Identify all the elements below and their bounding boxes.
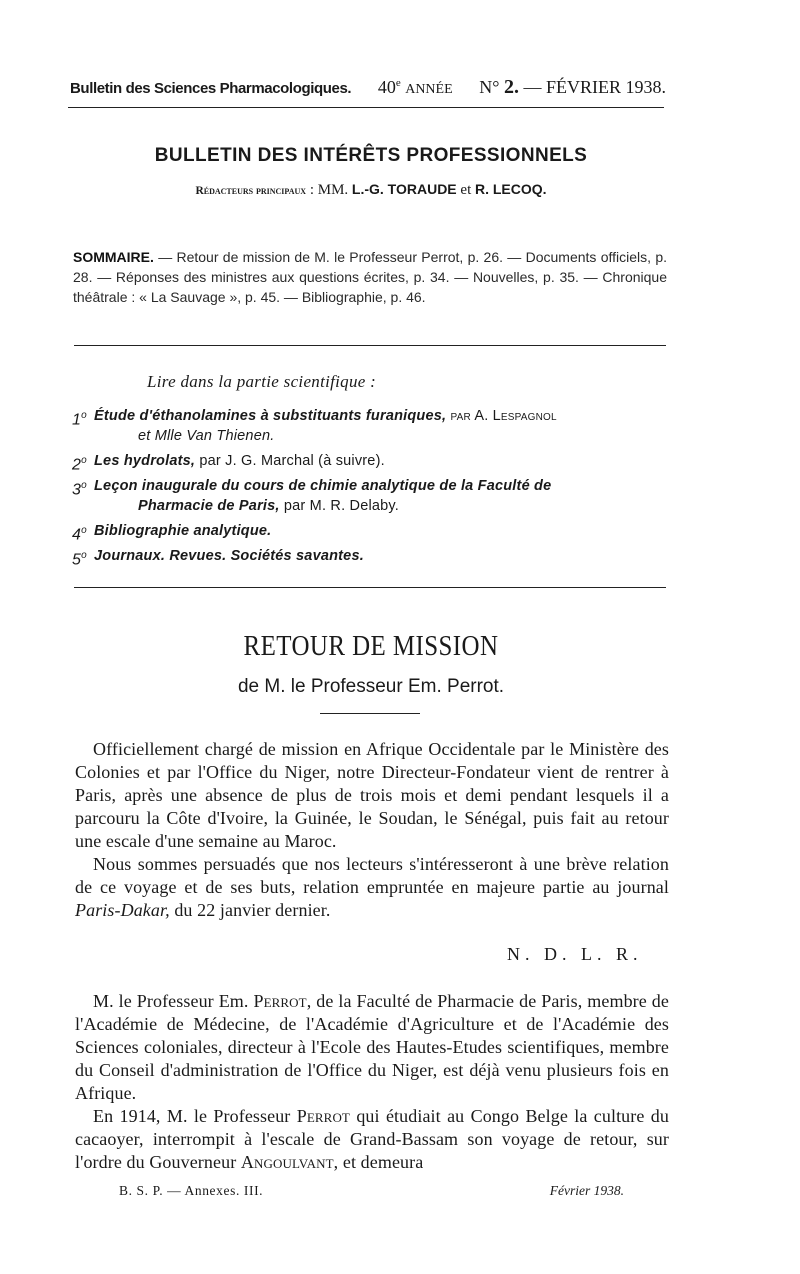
list-item: 1$^o$ Étude d'éthanolamines à substituants furaniques, par A. Lespagnol et Mlle Van Thienen. bbox=[72, 408, 557, 444]
list-item: 2$^o$ Les hydrolats, par J. G. Marchal (à suivre). bbox=[72, 453, 385, 474]
editors-line: Rédacteurs principaux : MM. L.-G. TORAUDE et R. LECOQ. bbox=[195, 181, 547, 198]
sommaire-text: — Retour de mission de M. le Professeur Perrot, p. 26. — Documents officiels, p. 28. — Réponses des ministres aux questions écrites, p. 34. — Nouvelles, p. 35. — Chronique théâtrale : « La Sauvage », p. 45. — Bibliographie, p. 46. bbox=[73, 249, 667, 305]
list-item: 4$^o$ Bibliographie analytique. bbox=[72, 523, 272, 544]
bulletin-title: BULLETIN DES INTÉRÊTS PROFESSIONNELS bbox=[154, 145, 588, 166]
list-item: 3$^o$ Leçon inaugurale du cours de chimie analytique de la Faculté de Pharmacie de Paris, par M. R. Delaby. bbox=[72, 478, 552, 514]
scientific-items bbox=[72, 406, 669, 571]
sommaire-label: SOMMAIRE. bbox=[73, 249, 154, 265]
article-body bbox=[75, 990, 669, 1174]
paragraph: Officiellement chargé de mission en Afrique Occidentale par le Ministère des Colonies et par l'Office du Niger, notre Directeur-Fondateur vient de rentrer à Paris, après une absence de plus de trois mois et demi pendant lesquels il a parcouru la Côte d'Ivoire, la Guinée, le Soudan, le Sénégal, puis fait au retour une escale d'une semaine au Maroc. bbox=[75, 739, 669, 851]
list-item: 5$^o$ Journaux. Revues. Sociétés savantes. bbox=[72, 548, 364, 569]
contents-rule bbox=[74, 587, 666, 588]
page-footer bbox=[119, 1183, 624, 1199]
paragraph: En 1914, M. le Professeur Perrot qui étudiait au Congo Belge la culture du cacaoyer, interrompit à l'escale de Grand-Bassam son voyage de retour, sur l'ordre du Gouverneur Angoulvant, et demeura bbox=[75, 1106, 669, 1172]
paragraph: M. le Professeur Em. Perrot, de la Faculté de Pharmacie de Paris, membre de l'Académie de Médecine, de l'Académie d'Agriculture et de l'Académie des Sciences coloniales, directeur à l'Ecole des Hautes-Etudes scientifiques, membre du Conseil d'administration de l'Office du Niger, est déjà venu plusieurs fois en Afrique. bbox=[75, 991, 669, 1103]
footer-left: B. S. P. — Annexes. III. bbox=[119, 1183, 264, 1198]
article-intro bbox=[75, 738, 669, 922]
volume-year: 40e ANNÉE bbox=[377, 77, 453, 97]
issue-number: N° 2. — FÉVRIER 1938. bbox=[479, 76, 666, 98]
sommaire-rule bbox=[74, 345, 666, 346]
editor-signature: N. D. L. R. bbox=[507, 944, 643, 964]
footer-right: Février 1938. bbox=[549, 1183, 624, 1198]
sommaire bbox=[73, 247, 667, 307]
article-title: RETOUR DE MISSION bbox=[243, 630, 499, 662]
title-rule bbox=[320, 713, 420, 714]
header-rule bbox=[68, 107, 664, 108]
paragraph: Nous sommes persuadés que nos lecteurs s'intéresseront à une brève relation de ce voyage et de ses buts, relation empruntée en majeure partie au journal Paris-Dakar, du 22 janvier dernier. bbox=[75, 854, 669, 920]
running-header bbox=[70, 76, 666, 99]
scientific-part-heading: Lire dans la partie scientifique : bbox=[147, 372, 377, 391]
journal-name: Bulletin des Sciences Pharmacologiques. bbox=[70, 80, 352, 97]
article-subtitle: de M. le Professeur Em. Perrot. bbox=[237, 676, 505, 697]
